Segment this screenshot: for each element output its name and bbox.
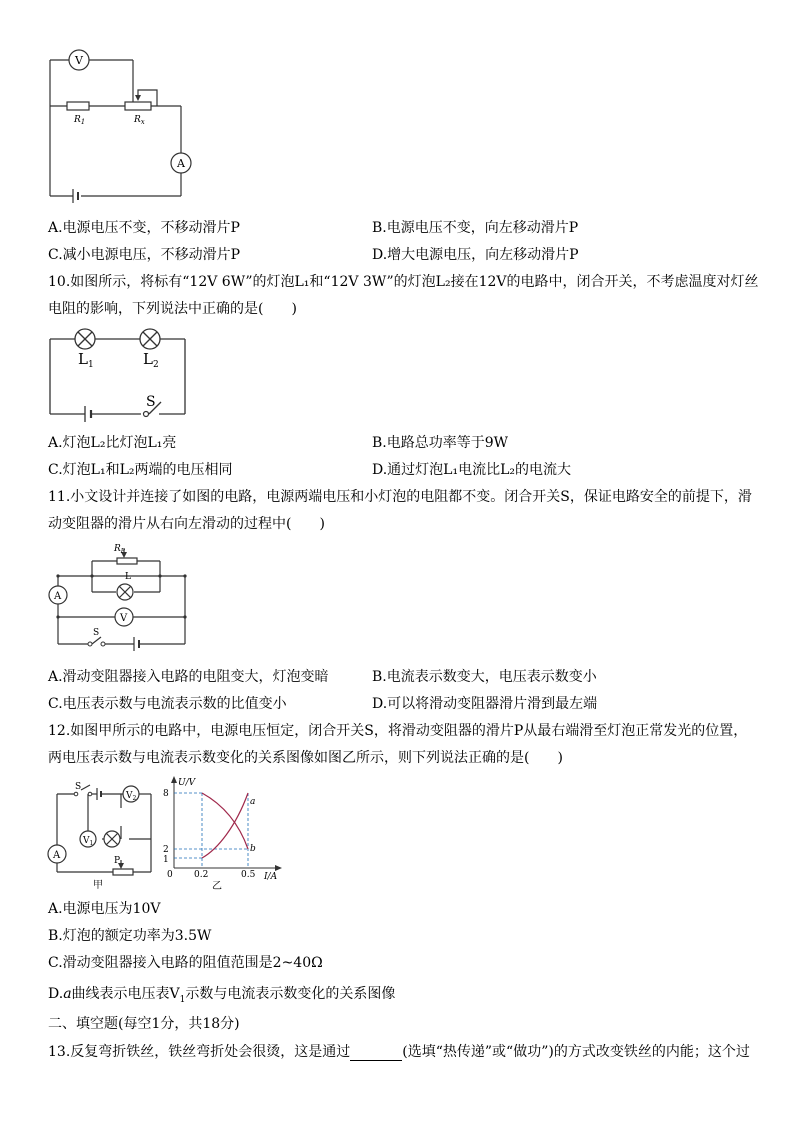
q12-graph-yi — [160, 776, 285, 894]
q10-stem-line1: 10.如图所示，将标有“12V 6W”的灯泡L₁和“12V 3W”的灯泡L₂接在12V的电路中，闭合开关，不考虑温度对灯丝 — [48, 274, 759, 290]
svg-text:a: a — [250, 797, 256, 807]
svg-text:RP: $R_P$ — [114, 544, 125, 555]
lamp-l — [117, 584, 133, 600]
svg-text:2: 2 — [163, 845, 169, 855]
q13-answer-blank[interactable] — [350, 1046, 402, 1061]
q9-option-b: B.电源电压不变，向左移动滑片P — [372, 220, 579, 236]
figure-yi-label: 乙 — [212, 881, 222, 892]
q12-stem-line2: 两电压表示数与电流表示数变化的关系图像如图乙所示，则下列说法正确的是( ) — [48, 750, 563, 766]
q9-circuit-diagram — [45, 48, 195, 206]
svg-text:0.5: 0.5 — [241, 870, 256, 880]
q11-option-d: D.可以将滑动变阻器滑片滑到最左端 — [372, 696, 598, 712]
x-axis-label: I/A — [264, 872, 278, 882]
l2-label: L — [143, 350, 153, 368]
q12-stem-line1: 12.如图甲所示的电路中，电源电压恒定，闭合开关S，将滑动变阻器的滑片P从最右端滑至灯泡正常发光的位置， — [48, 723, 748, 739]
svg-text:V: V — [120, 613, 128, 624]
rheostat — [113, 869, 133, 875]
q10-option-d: D.通过灯泡L₁电流比L₂的电流大 — [372, 462, 571, 478]
lamp-l1 — [75, 329, 95, 349]
q12-option-c: C.滑动变阻器接入电路的阻值范围是2~40Ω — [48, 955, 323, 971]
lamp-l2 — [140, 329, 160, 349]
q12-circuit-jia — [45, 776, 155, 894]
svg-text:b: b — [250, 844, 256, 854]
svg-text:R1: $R_1$ — [74, 115, 86, 126]
l1-label: L — [78, 350, 88, 368]
voltmeter-label: V — [75, 54, 83, 67]
r1-label: R — [74, 115, 81, 125]
switch-label: S — [146, 394, 156, 410]
lamp-label: L — [125, 572, 131, 582]
q11-stem-line1: 11.小文设计并连接了如图的电路，电源两端电压和小灯泡的电阻都不变。闭合开关S，保证电路安全的前提下，滑 — [48, 489, 752, 505]
q13-stem: 13.反复弯折铁丝，铁丝弯折处会很烫，这是通过 (选填“热传递”或“做功”)的方式改变铁丝的内能；这个过 — [48, 1044, 750, 1060]
q11-circuit-diagram — [45, 540, 195, 658]
q11-option-b: B.电流表示数变大，电压表示数变小 — [372, 669, 597, 685]
q12-option-b: B.灯泡的额定功率为3.5W — [48, 928, 212, 944]
svg-text:A: A — [53, 850, 61, 861]
q10-option-b: B.电路总功率等于9W — [372, 435, 509, 451]
rheostat-rp — [117, 558, 137, 564]
lamp — [104, 831, 120, 847]
svg-text:8: 8 — [163, 789, 169, 799]
rp-label: R — [114, 544, 121, 554]
q10-stem-line2: 电阻的影响，下列说法中正确的是( ) — [48, 301, 297, 317]
svg-text:0: 0 — [167, 870, 173, 880]
figure-jia-label: 甲 — [93, 880, 103, 891]
rheostat-rx — [125, 102, 151, 110]
ammeter-label: A — [177, 157, 185, 170]
switch-label: S — [75, 782, 82, 792]
svg-text:L1: $L_1$ — [78, 350, 94, 370]
svg-text:A: A — [54, 591, 62, 602]
curve-b — [202, 793, 248, 858]
q10-option-a: A.灯泡L₂比灯泡L₁亮 — [48, 435, 177, 451]
q9-option-c: C.减小电源电压，不移动滑片P — [48, 247, 241, 263]
q9-option-a: A.电源电压不变，不移动滑片P — [48, 220, 240, 236]
q10-option-c: C.灯泡L₁和L₂两端的电压相同 — [48, 462, 233, 478]
q12-option-d: D.a曲线表示电压表$V_1$示数与电流表示数变化的关系图像 — [48, 986, 396, 1005]
svg-text:L2: $L_2$ — [143, 350, 159, 370]
q11-option-c: C.电压表示数与电流表示数的比值变小 — [48, 696, 287, 712]
section-heading: 二、填空题(每空1分，共18分) — [48, 1016, 240, 1032]
q9-option-d: D.增大电源电压，向左移动滑片P — [372, 247, 579, 263]
svg-text:Rx: $R_x$ — [134, 115, 145, 126]
curve-a — [202, 793, 248, 849]
svg-text:V1: $V_1$ — [83, 836, 94, 847]
svg-text:0.2: 0.2 — [194, 870, 209, 880]
resistor-r1 — [67, 102, 89, 110]
rx-label: R — [134, 115, 141, 125]
q12-option-a: A.电源电压为10V — [48, 901, 161, 917]
y-axis-label: U/V — [178, 778, 196, 788]
switch-label: S — [93, 628, 100, 638]
svg-text:V2: $V_2$ — [126, 791, 137, 802]
svg-text:1: 1 — [163, 855, 169, 865]
q11-stem-line2: 动变阻器的滑片从右向左滑动的过程中( ) — [48, 516, 325, 532]
q11-option-a: A.滑动变阻器接入电路的电阻变大，灯泡变暗 — [48, 669, 329, 685]
q10-circuit-diagram — [45, 326, 195, 421]
slider-label: P — [114, 856, 121, 866]
